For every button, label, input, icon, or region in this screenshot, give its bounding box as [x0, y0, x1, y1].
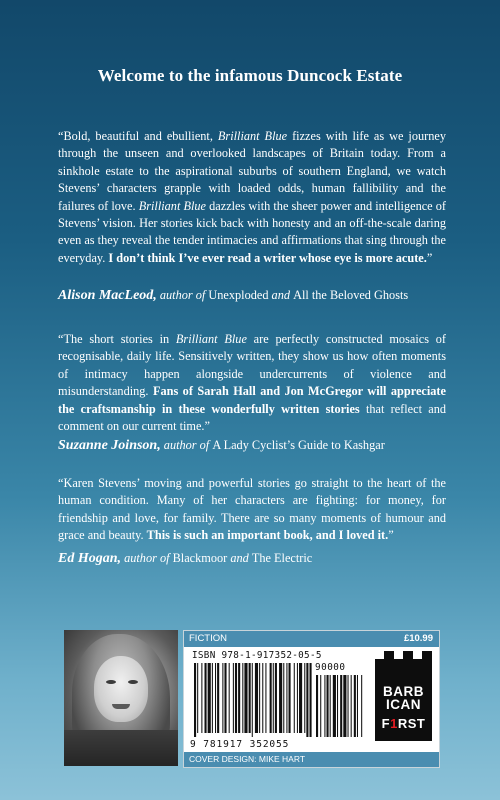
barcode-bar — [270, 663, 272, 733]
barcode-bar — [289, 663, 291, 733]
barcode-bar — [348, 675, 349, 737]
quote-text: that reflect and comment on our current time.” — [58, 401, 446, 434]
author-of: author of — [160, 438, 213, 452]
logo-line-2: ICAN — [386, 697, 421, 712]
barcode-bar — [294, 663, 295, 733]
quote-text: “Karen Stevens’ moving and powerful stories go straight to the heart of the human condition. Many of her characters are fighting: for money, for friendship and love, for family. There are so many moments of humour and grace and beauty. — [58, 476, 446, 543]
barcode-bar — [224, 663, 226, 733]
barcode-bar — [330, 675, 331, 737]
logo-line-1: BARB — [383, 684, 424, 699]
quote-text: Brilliant Blue — [138, 198, 207, 213]
barcode-image — [192, 663, 368, 739]
book-title: and — [268, 288, 294, 302]
quote-text: Brilliant Blue — [175, 332, 247, 346]
barcode-bar — [357, 675, 358, 737]
author-name: Ed Hogan, — [58, 551, 122, 566]
quote-text: I don’t think I’ve ever read a writer whose eye is more acute. — [108, 250, 427, 265]
barcode-panel — [183, 630, 440, 768]
barcode-bar — [304, 663, 305, 733]
barcode-bar — [233, 663, 234, 733]
author-name: Suzanne Joinson, — [58, 438, 161, 453]
barcode-bar — [208, 663, 211, 733]
barcode-bar — [238, 663, 240, 733]
quote-text: Fans of Sarah Hall and Jon McGregor will appreciate the craftsmanship in these wonderfully written stories — [58, 384, 446, 416]
barcode-bar — [197, 663, 198, 733]
barcode-bar — [310, 663, 312, 737]
quote-text: are perfectly constructed mosaics of recognisable, daily life. Sensitively written, they show us how often moments of intimacy happen alongside undercurrents of violence and misunderstanding. — [58, 332, 446, 399]
barcode-bar — [320, 675, 321, 737]
barcode-bar — [343, 675, 346, 737]
barcode-bar — [306, 663, 308, 737]
barcode-bar — [244, 663, 247, 733]
barcode-bar — [361, 675, 362, 737]
barcode-bar — [286, 663, 287, 733]
barcode-bar — [259, 663, 260, 733]
barcode-bar — [340, 675, 342, 737]
isbn-text: ISBN 978-1-917352-05-5 — [192, 650, 322, 661]
barcode-bar — [265, 663, 266, 733]
attribution-2 — [58, 437, 458, 454]
barcode-bar — [249, 663, 251, 733]
barcode-bar — [222, 663, 223, 733]
author-photo — [64, 630, 178, 766]
barcode-bar — [235, 663, 237, 733]
barcode-bar — [255, 663, 258, 733]
quote-3 — [58, 475, 446, 545]
book-title: A Lady Cyclist’s Guide to Kashgar — [212, 438, 385, 452]
barcode-bar — [215, 663, 216, 733]
barcode-bar — [212, 663, 213, 733]
book-title: and — [227, 551, 252, 565]
barcode-bar — [299, 663, 302, 733]
author-of: author of — [121, 551, 173, 565]
publisher-logo — [375, 651, 432, 741]
quote-text: dazzles with the sheer power and intelligence of Stevens’ vision. Her stories kick back with honesty and an off-the-scale daring even as they reveal the tender intimacies and affirmations that sing through the everyday. — [58, 198, 446, 265]
quote-2 — [58, 331, 446, 435]
barcode-number: 9 781917 352055 — [190, 739, 290, 750]
price-label: £10.99 — [403, 633, 433, 644]
barcode-bar — [333, 675, 336, 737]
barcode-bar — [354, 675, 356, 737]
cover-credit: COVER DESIGN: MIKE HART — [189, 754, 306, 764]
attribution-1 — [58, 287, 458, 304]
quote-1 — [58, 128, 446, 267]
barcode-bar — [242, 663, 243, 733]
barcode-bar — [324, 675, 325, 737]
genre-label: FICTION — [189, 633, 227, 644]
barcode-bar — [297, 663, 298, 733]
genre-bar — [184, 631, 439, 647]
barcode-bar — [316, 675, 318, 737]
barcode-bar — [273, 663, 274, 733]
cover-credit-bar — [184, 752, 439, 767]
barcode-bar — [279, 663, 282, 733]
author-of: author of — [156, 288, 209, 302]
quote-text: This is such an important book, and I loved it. — [146, 528, 389, 543]
attribution-3 — [58, 550, 458, 567]
quote-text: “Bold, beautiful and ebullient, — [58, 129, 218, 143]
quote-text: ” — [388, 528, 394, 543]
book-title: Unexploded — [208, 288, 269, 302]
barcode-bar — [229, 663, 230, 733]
quote-text: ” — [426, 250, 433, 265]
barcode-bar — [283, 663, 284, 733]
book-title: The Electric — [251, 551, 313, 565]
author-name: Alison MacLeod, — [58, 288, 157, 303]
barcode-bar — [351, 675, 352, 737]
page-title: Welcome to the infamous Duncock Estate — [97, 66, 403, 85]
logo-first: F1RST — [381, 716, 426, 731]
barcode-bar — [217, 663, 219, 733]
book-title: All the Beloved Ghosts — [293, 288, 409, 302]
quote-text: “The short stories in — [58, 332, 176, 346]
supplement-number: 90000 — [315, 662, 346, 673]
barcode-bar — [275, 663, 277, 733]
barcode-bar — [337, 675, 338, 737]
barcode-bar — [201, 663, 202, 733]
barcode-bar — [252, 663, 253, 737]
quote-text: fizzes with life as we journey through the unseen and overlooked landscapes of Britain today. From a sinkhole estate to the aspirational suburbs of southern England, we watch Stevens’ characters grapple with loaded odds, human fallibility and the failures of love. — [58, 129, 446, 213]
barcode-bar — [205, 663, 207, 733]
quote-text: Brilliant Blue — [217, 129, 288, 143]
barcode-bar — [262, 663, 263, 733]
barcode-bar — [327, 675, 329, 737]
barcode-bar — [194, 663, 196, 737]
book-title: Blackmoor — [172, 551, 228, 565]
